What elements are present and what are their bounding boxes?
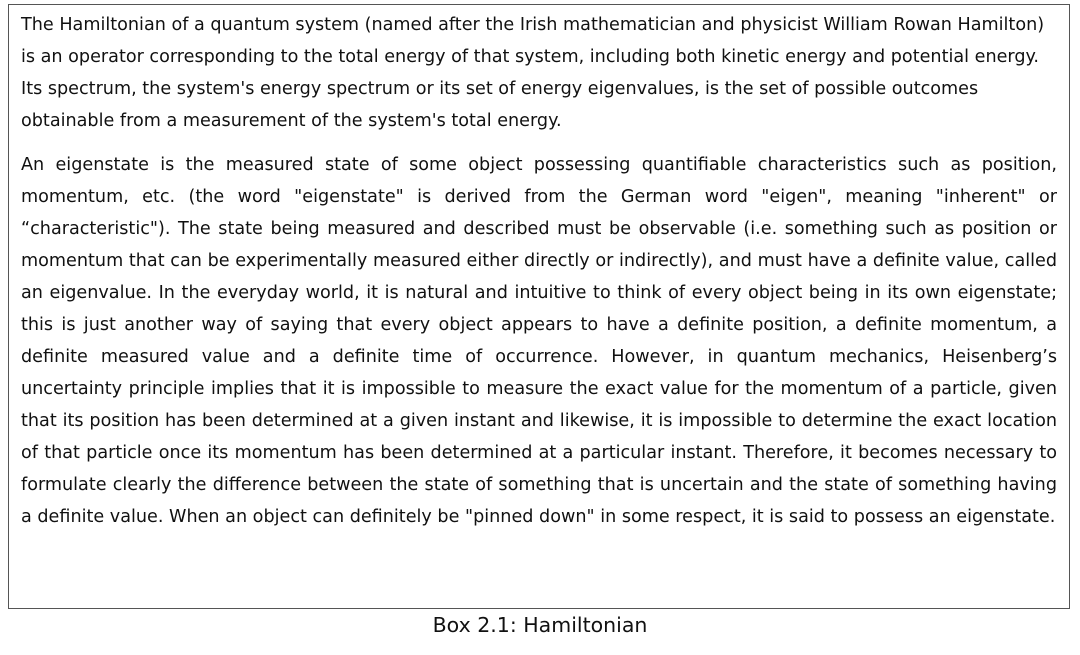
text-box	[8, 4, 1070, 609]
box-caption: Box 2.1: Hamiltonian	[432, 613, 648, 637]
paragraph-hamiltonian: The Hamiltonian of a quantum system (named after the Irish mathematician and physicist William Rowan Hamilton) is an operator corresponding to the total energy of that system, including both kinetic energy and potential energy. Its spectrum, the system's energy spectrum or its set of energy eigenvalues, is the set of possible outcomes obtainable from a measurement of the system's total energy.	[21, 15, 1045, 131]
paragraph-eigenstate: An eigenstate is the measured state of some object possessing quantifiable characteristics such as position, momentum, etc. (the word "eigenstate" is derived from the German word "eigen", meaning "inherent" or “characteristic"). The state being measured and described must be observable (i.e. something such as position or momentum that can be experimentally measured either directly or indirectly), and must have a definite value, called an eigenvalue. In the everyday world, it is natural and intuitive to think of every object being in its own eigenstate; this is just another way of saying that every object appears to have a definite position, a definite momentum, a definite measured value and a definite time of occurrence. However, in quantum mechanics, Heisenberg’s uncertainty principle implies that it is impossible to measure the exact value for the momentum of a particle, given that its position has been determined at a given instant and likewise, it is impossible to determine the exact location of that particle once its momentum has been determined at a particular instant. Therefore, it becomes necessary to formulate clearly the difference between the state of something that is uncertain and the state of something having a definite value. When an object can definitely be "pinned down" in some respect, it is said to possess an eigenstate.	[21, 155, 1057, 527]
